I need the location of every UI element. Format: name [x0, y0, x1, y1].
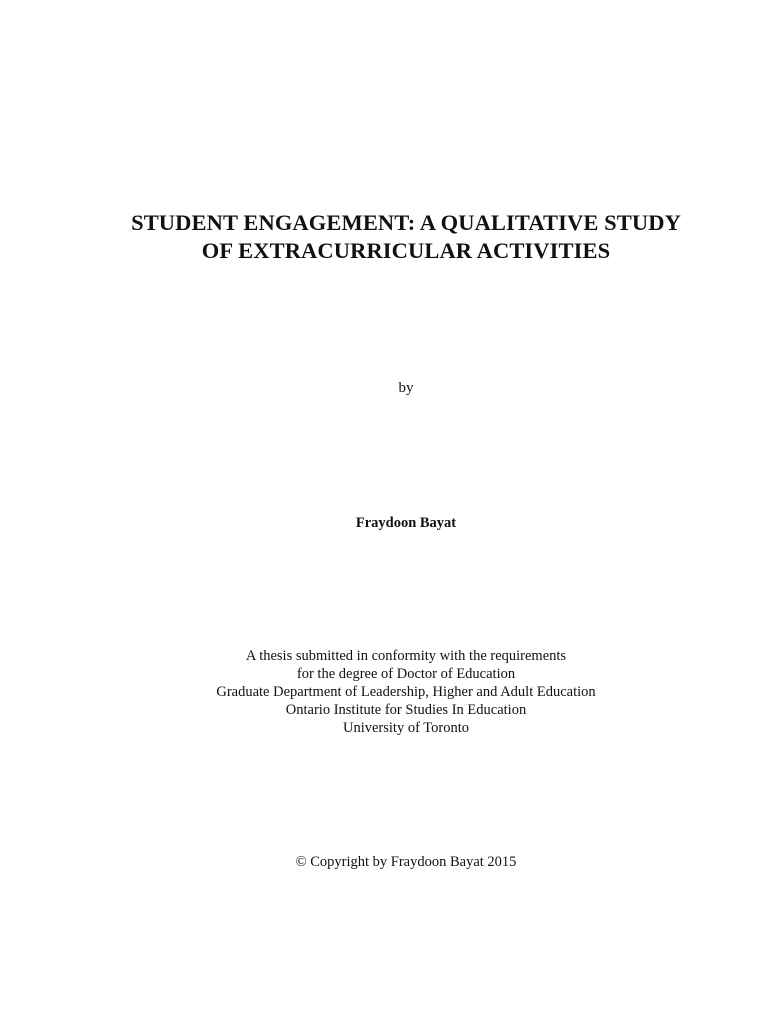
thesis-title-line-2: OF EXTRACURRICULAR ACTIVITIES	[201, 238, 611, 263]
author-name: Fraydoon Bayat	[355, 515, 457, 531]
submission-line-1: A thesis submitted in conformity with the requirements	[245, 648, 567, 664]
submission-line-5: University of Toronto	[343, 720, 469, 736]
submission-line-3: Graduate Department of Leadership, Higher and Adult Education	[216, 684, 596, 700]
submission-line-2: for the degree of Doctor of Education	[296, 666, 516, 682]
submission-statement	[0, 647, 768, 737]
copyright-notice: © Copyright by Fraydoon Bayat 2015	[295, 854, 517, 870]
by-label: by	[398, 380, 414, 396]
thesis-title-line-1: STUDENT ENGAGEMENT: A QUALITATIVE STUDY	[131, 210, 681, 235]
submission-line-4: Ontario Institute for Studies In Education	[285, 702, 527, 718]
thesis-title	[0, 209, 768, 265]
